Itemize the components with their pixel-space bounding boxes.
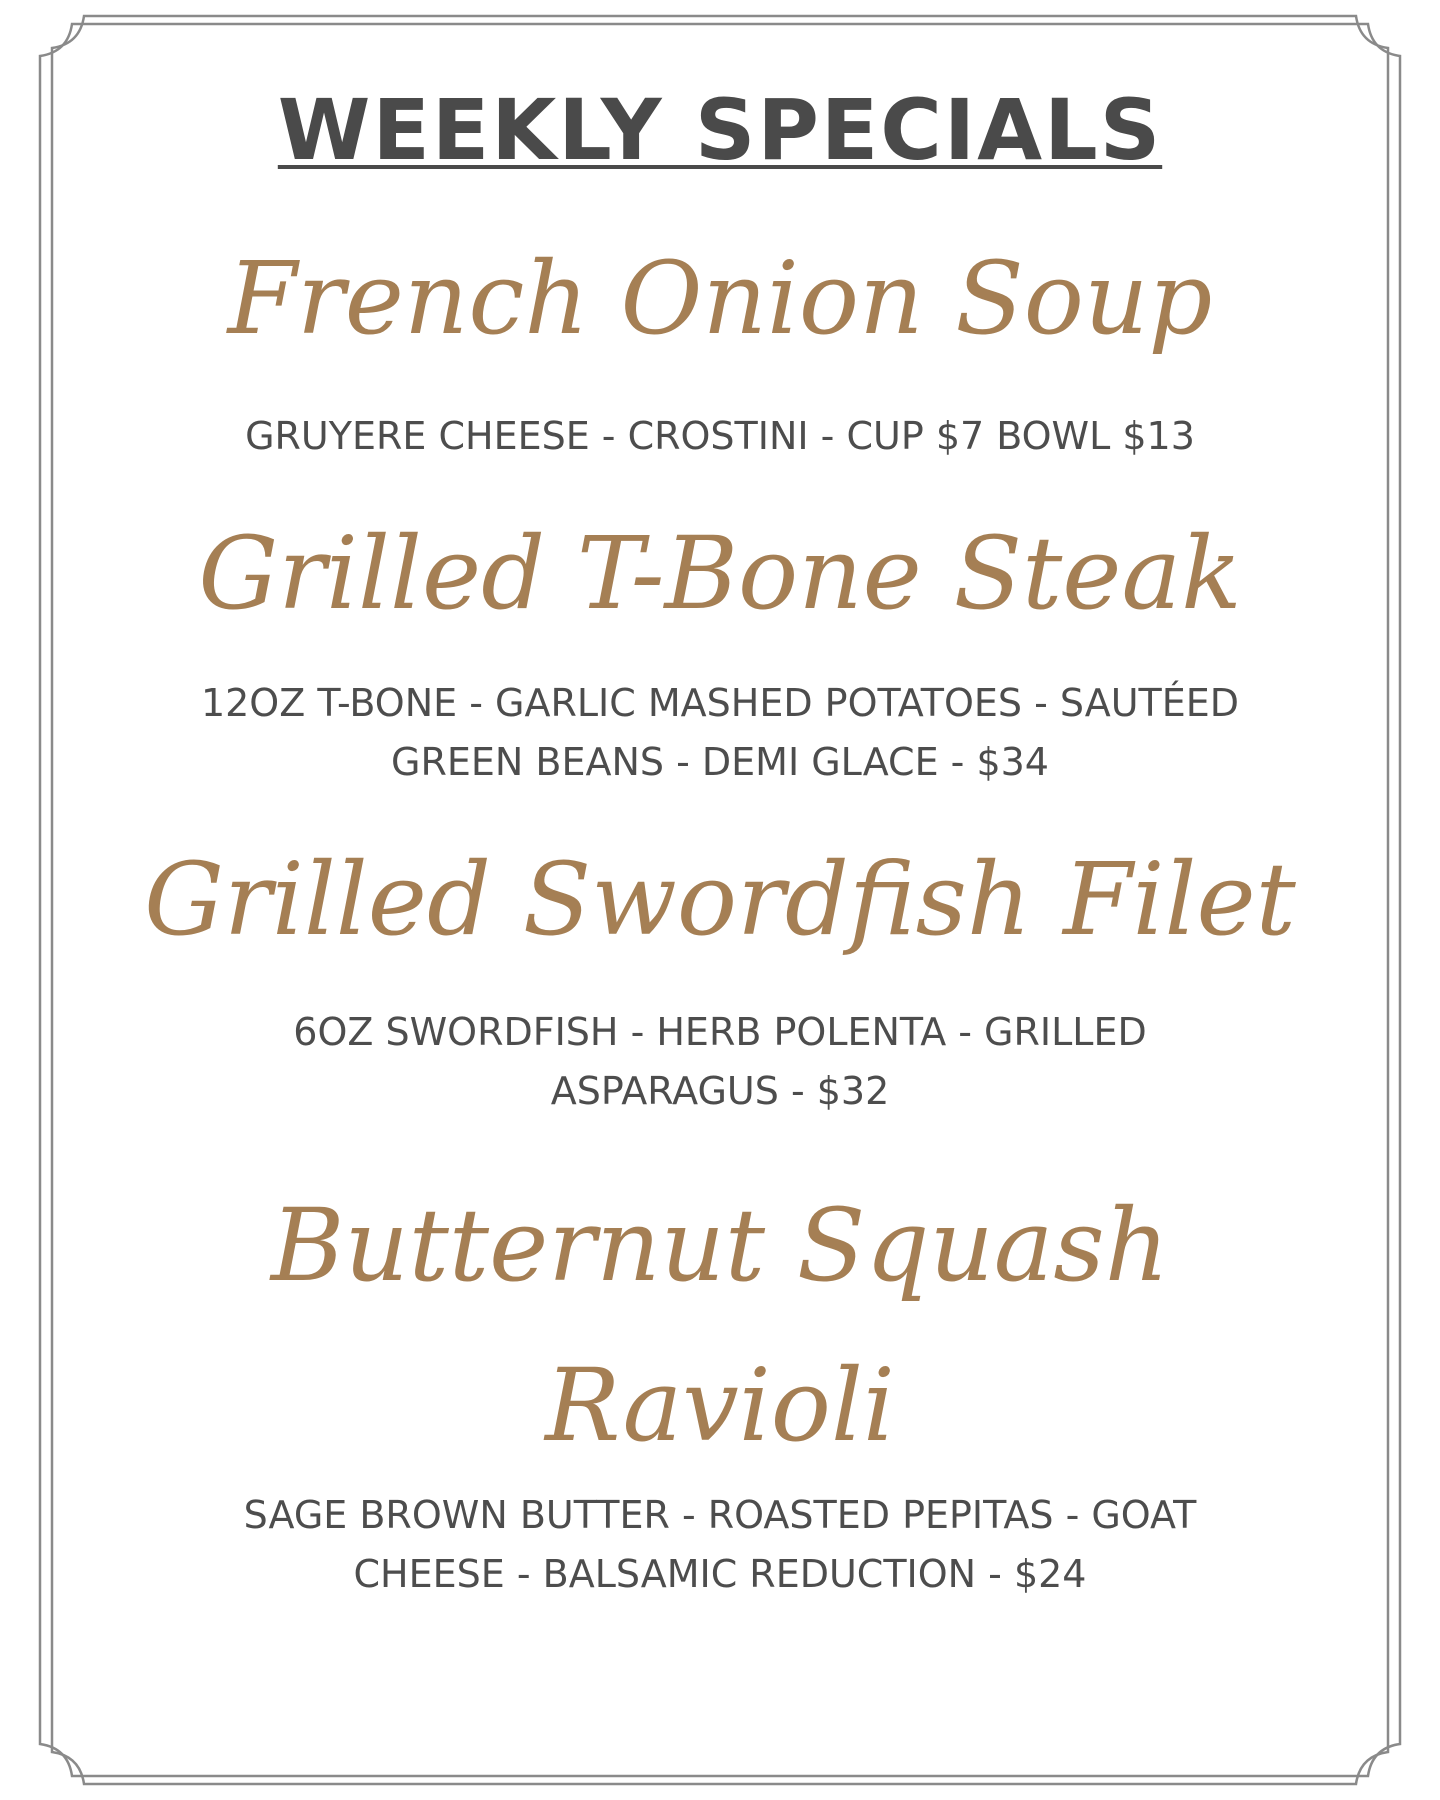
- dish-description-grilled-t-bone-steak: 12OZ T-BONE - GARLIC MASHED POTATOES - SAUTÉED GREEN BEANS - DEMI GLACE - $34: [200, 681, 1240, 784]
- dish-name-butternut-squash-ravioli: Butternut Squash Ravioli: [270, 1187, 1170, 1464]
- dish-name-grilled-t-bone-steak: Grilled T-Bone Steak: [198, 515, 1242, 632]
- dish-name-french-onion-soup: French Onion Soup: [227, 240, 1213, 357]
- dish-description-french-onion-soup: GRUYERE CHEESE - CROSTINI - CUP $7 BOWL $13: [245, 414, 1195, 458]
- page-title: WEEKLY SPECIALS: [277, 81, 1163, 179]
- dish-description-butternut-squash-ravioli: SAGE BROWN BUTTER - ROASTED PEPITAS - GOAT CHEESE - BALSAMIC REDUCTION - $24: [243, 1493, 1197, 1596]
- dish-name-grilled-swordfish-filet: Grilled Swordfish Filet: [144, 841, 1296, 958]
- dish-description-grilled-swordfish-filet: 6OZ SWORDFISH - HERB POLENTA - GRILLED ASPARAGUS - $32: [293, 1010, 1147, 1113]
